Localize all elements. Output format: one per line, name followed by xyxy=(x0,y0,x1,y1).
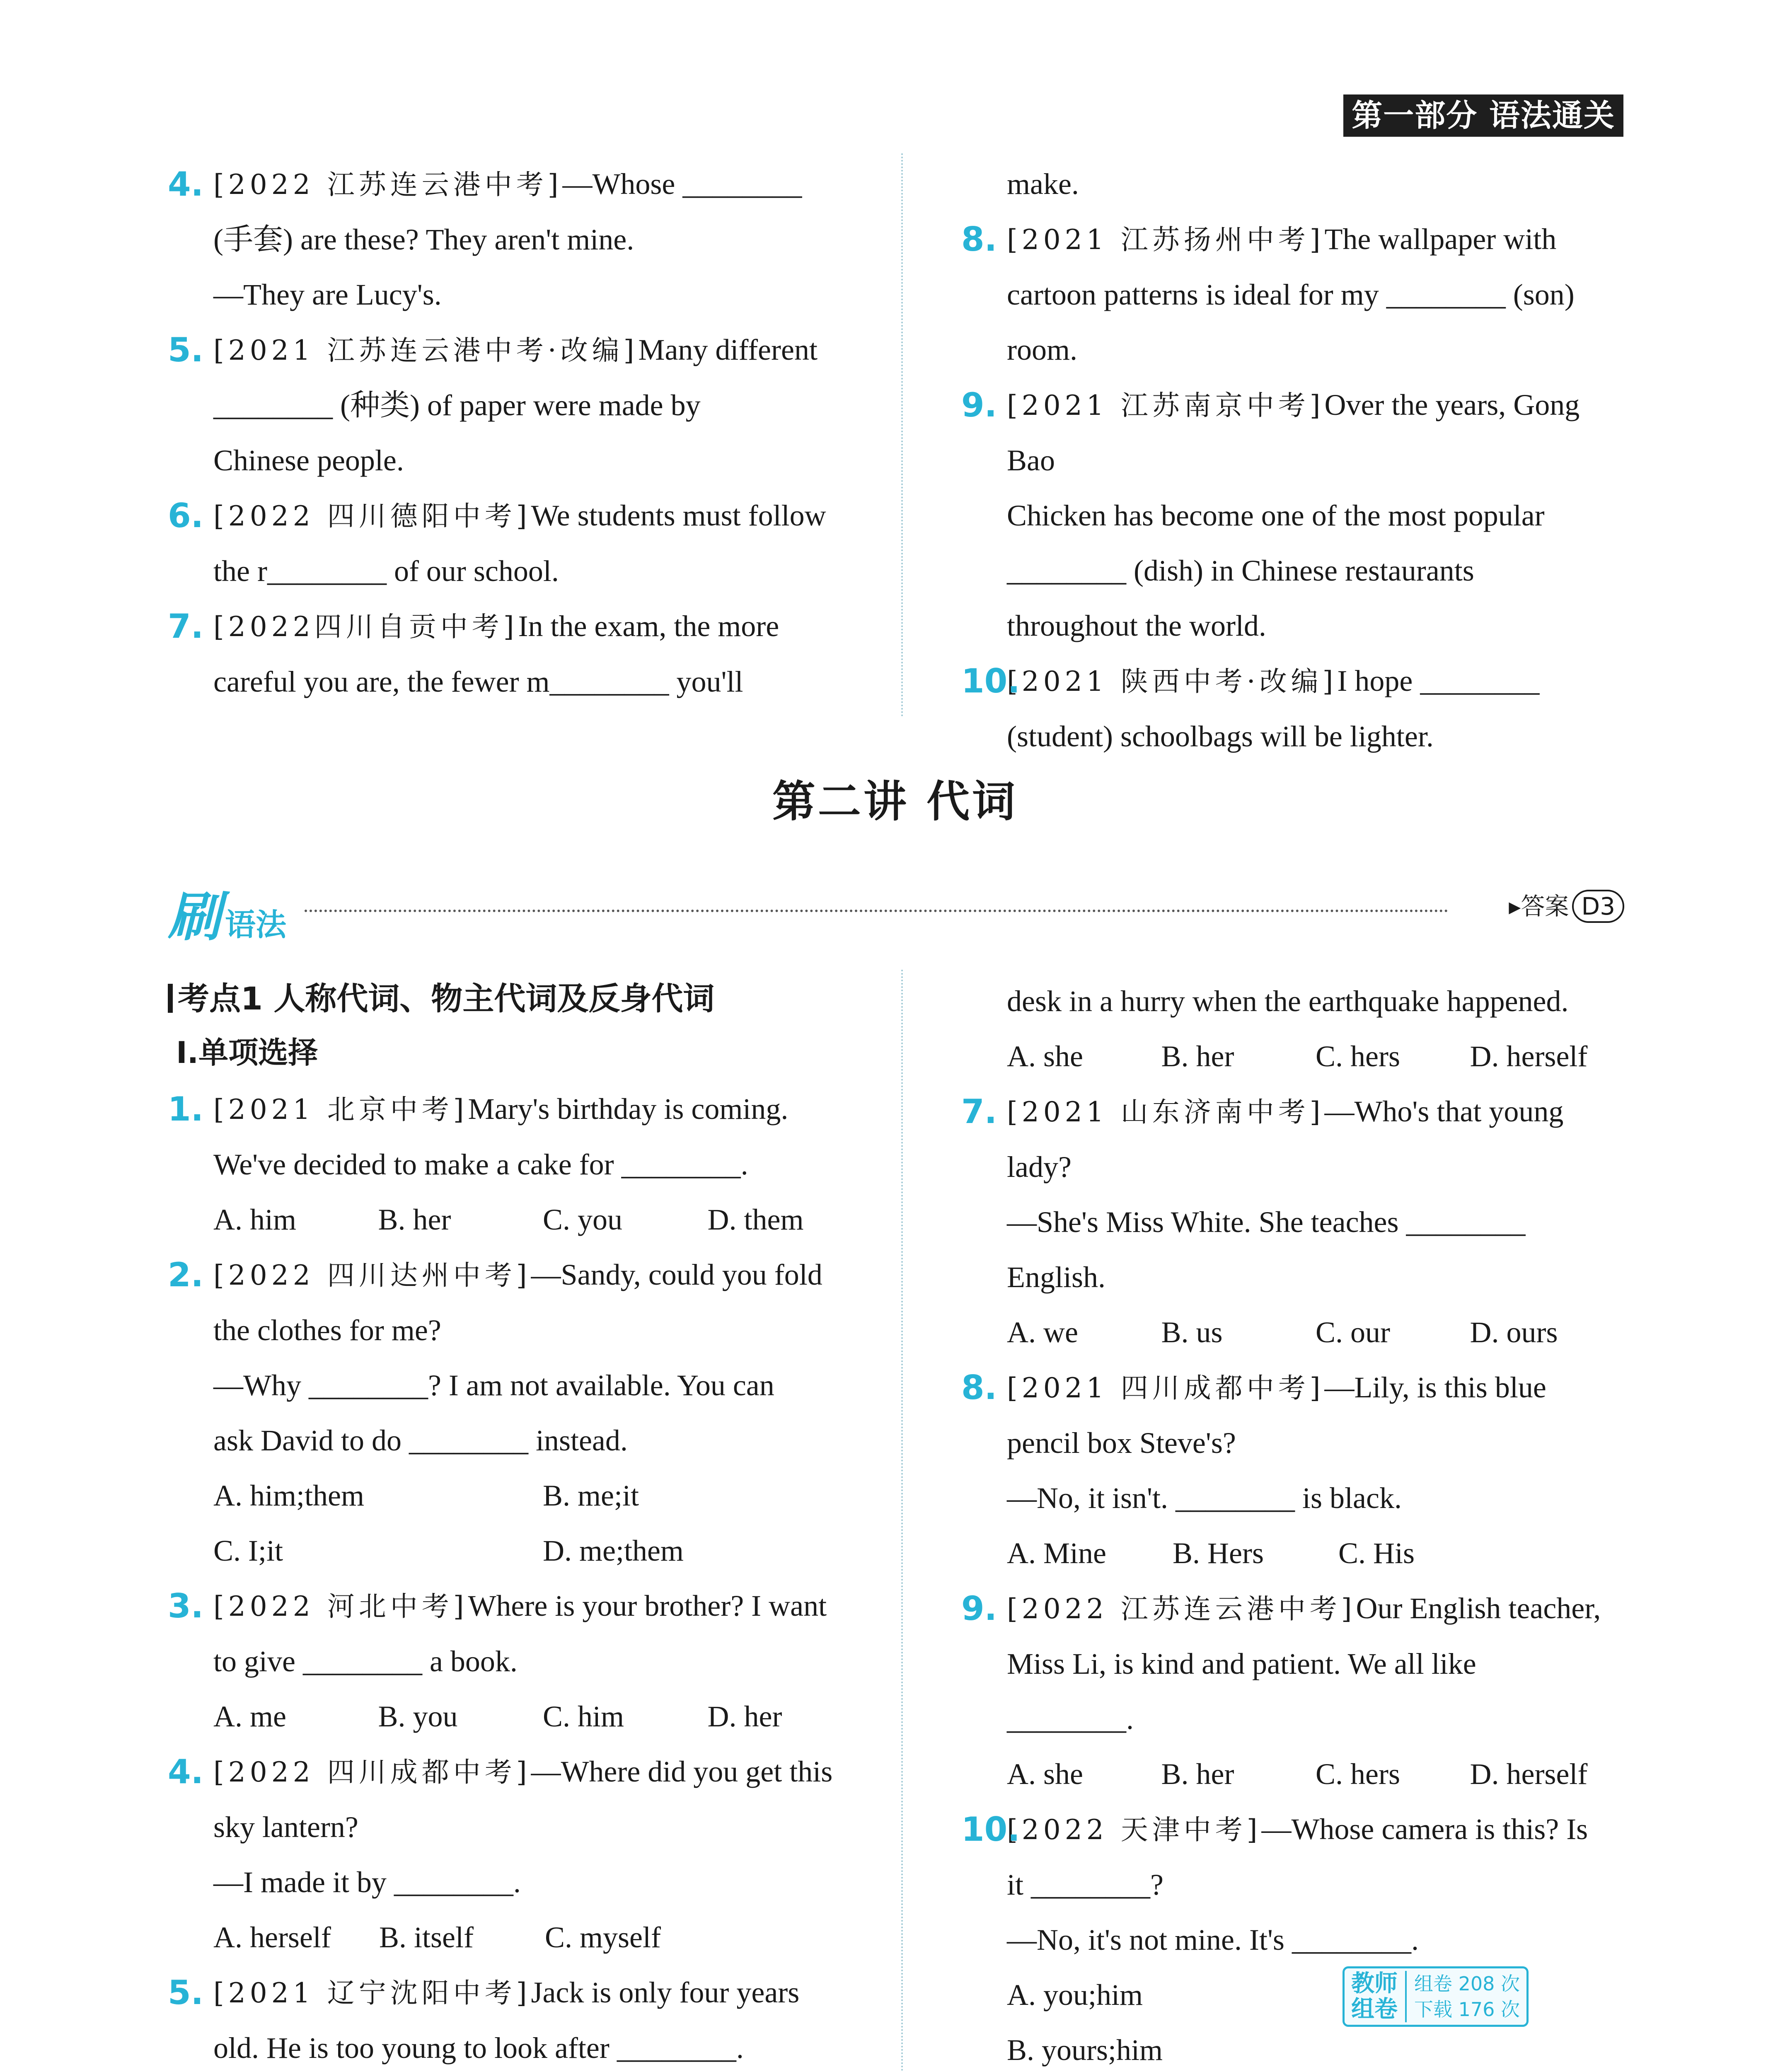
option[interactable]: A. herself xyxy=(213,1921,331,1954)
question-text: old. He is too young to look after ________. xyxy=(213,2031,744,2065)
question-source: [2022 江苏连云港中考] xyxy=(213,169,563,201)
badge-count: 组卷 208 次 xyxy=(1414,1973,1520,1995)
question xyxy=(961,974,1624,1084)
question-line xyxy=(213,1413,872,1468)
question-line xyxy=(1007,1912,1624,1968)
question-text: Chicken has become one of the most popular xyxy=(1007,499,1545,532)
part1-right-column xyxy=(961,157,1624,764)
question-text: Over the years, Gong Bao xyxy=(1007,388,1580,477)
question xyxy=(168,1247,872,1578)
keypoint-heading: 考点1 人称代词、物主代词及反身代词 xyxy=(168,974,872,1024)
question xyxy=(168,488,872,599)
question-text: —Sandy, could you fold xyxy=(531,1258,822,1291)
question-text: careful you are, the fewer m________ you'll xyxy=(213,665,743,698)
question-text: desk in a hurry when the earthquake happened. xyxy=(1007,985,1569,1018)
option[interactable]: A. me xyxy=(213,1700,286,1733)
question-source: [2022 河北中考] xyxy=(213,1590,468,1622)
question-text: —Whose ________ xyxy=(562,167,802,201)
option[interactable]: D. her xyxy=(707,1700,782,1733)
question-source: [2022 江苏连云港中考] xyxy=(1007,1593,1356,1625)
question-line xyxy=(1007,1471,1624,1526)
option[interactable]: B. her xyxy=(1161,1757,1234,1791)
question-line xyxy=(213,654,872,709)
part1-left-column xyxy=(168,157,872,709)
question-text: Jack is only four years xyxy=(531,1976,800,2009)
question-line xyxy=(1007,654,1624,709)
question-line xyxy=(213,1247,872,1303)
question-number: 7. xyxy=(961,1092,997,1131)
question xyxy=(168,599,872,709)
question-number: 2. xyxy=(168,1256,204,1294)
answer-label: 答案 xyxy=(1521,892,1569,920)
column-divider xyxy=(901,153,903,717)
question xyxy=(961,654,1624,764)
option[interactable]: B. us xyxy=(1161,1316,1223,1349)
options-row xyxy=(213,1468,872,1523)
question-line xyxy=(213,1303,872,1358)
option[interactable]: A. Mine xyxy=(1007,1537,1106,1570)
question xyxy=(961,212,1624,378)
question-text: ________. xyxy=(1007,1702,1134,1736)
column-divider xyxy=(901,970,903,2072)
option[interactable]: D. herself xyxy=(1470,1757,1588,1791)
option[interactable]: D. me;them xyxy=(543,1534,684,1567)
question-number: 9. xyxy=(961,386,997,424)
question-text: to give ________ a book. xyxy=(213,1645,518,1678)
question-line xyxy=(1007,1416,1624,1471)
subsection-heading: Ⅰ.单项选择 xyxy=(176,1035,318,1070)
question-line xyxy=(1007,709,1624,764)
question-text: We students must follow xyxy=(531,499,826,532)
question-source: [2022四川自贡中考] xyxy=(213,611,518,643)
brush-label: 刷 xyxy=(168,886,221,948)
question-text: —I made it by ________. xyxy=(213,1866,521,1899)
question xyxy=(168,157,872,322)
badge-label: 教师 xyxy=(1351,1970,1398,1997)
question-text: —They are Lucy's. xyxy=(213,278,442,311)
question-line xyxy=(213,599,872,654)
question-source: [2022 四川成都中考] xyxy=(213,1756,531,1788)
question-number: 10. xyxy=(961,662,1020,700)
options-row xyxy=(1007,1747,1624,1802)
question-text: (student) schoolbags will be lighter. xyxy=(1007,720,1434,753)
question-text: cartoon patterns is ideal for my ________ (son) xyxy=(1007,278,1575,311)
option[interactable]: A. him;them xyxy=(213,1479,364,1512)
option[interactable]: B. her xyxy=(378,1203,451,1236)
question-text: Mary's birthday is coming. xyxy=(468,1092,789,1126)
question-line xyxy=(213,212,872,267)
question-line xyxy=(213,1634,872,1689)
option[interactable]: B. me;it xyxy=(543,1479,639,1512)
question-text: English. xyxy=(1007,1261,1106,1294)
question-line xyxy=(1007,543,1624,598)
question-text: —She's Miss White. She teaches ________ xyxy=(1007,1205,1526,1239)
option[interactable]: D. them xyxy=(707,1203,804,1236)
badge-count: 下载 176 次 xyxy=(1414,1998,1520,2021)
question-text: it ________? xyxy=(1007,1868,1164,1901)
question-number: 5. xyxy=(168,331,204,369)
option[interactable]: A. she xyxy=(1007,1757,1083,1791)
options-row xyxy=(213,1192,872,1247)
question-text: —Where did you get this xyxy=(531,1755,833,1788)
option[interactable]: C. I;it xyxy=(213,1534,283,1567)
question-number: 1. xyxy=(168,1090,204,1128)
question xyxy=(168,1965,872,2072)
question-text: Miss Li, is kind and patient. We all like xyxy=(1007,1647,1476,1680)
question-line xyxy=(1007,157,1624,212)
options-row xyxy=(1007,1305,1624,1360)
option[interactable]: C. our xyxy=(1316,1316,1390,1349)
question-text: I hope ________ xyxy=(1337,664,1540,697)
question xyxy=(961,1360,1624,1581)
badge-label: 组卷 xyxy=(1351,1996,1398,2023)
option[interactable]: A. him xyxy=(213,1203,297,1236)
question-text: —Who's that young lady? xyxy=(1007,1095,1564,1184)
question-source: [2021 江苏扬州中考] xyxy=(1007,224,1325,256)
brush-grammar-bar xyxy=(168,874,1624,948)
question xyxy=(961,1802,1624,2072)
question-text: the clothes for me? xyxy=(213,1314,441,1347)
question-text: (手套) are these? They aren't mine. xyxy=(213,223,634,256)
question xyxy=(168,1082,872,1247)
option[interactable]: A. we xyxy=(1007,1316,1078,1349)
question-source: [2021 江苏南京中考] xyxy=(1007,390,1325,421)
question xyxy=(961,1084,1624,1360)
question-text: —No, it isn't. ________ is black. xyxy=(1007,1481,1402,1515)
question-text: —Lily, is this blue xyxy=(1324,1371,1546,1404)
option[interactable]: C. hers xyxy=(1316,1757,1400,1791)
question-number: 8. xyxy=(961,220,997,259)
question-number: 4. xyxy=(168,165,204,203)
option[interactable]: A. she xyxy=(1007,1040,1083,1073)
question-text: Chinese people. xyxy=(213,444,404,477)
question-line xyxy=(1007,1250,1624,1305)
question-line xyxy=(213,267,872,322)
question-line xyxy=(1007,212,1624,267)
question-text: ________ (dish) in Chinese restaurants xyxy=(1007,554,1474,587)
question-line xyxy=(213,433,872,488)
question-line xyxy=(213,1358,872,1413)
question-line xyxy=(1007,598,1624,654)
answer-code: D3 xyxy=(1572,890,1624,923)
question-source: [2021 陕西中考·改编] xyxy=(1007,666,1338,697)
question-source: [2021 山东济南中考] xyxy=(1007,1096,1325,1128)
option[interactable]: D. ours xyxy=(1470,1316,1558,1349)
question-line xyxy=(1007,1084,1624,1195)
question xyxy=(961,157,1624,212)
question-line xyxy=(213,1744,872,1800)
option[interactable]: B. you xyxy=(378,1700,458,1733)
option[interactable]: C. hers xyxy=(1316,1040,1400,1073)
question-line xyxy=(1007,1636,1624,1692)
lecture-title: 第二讲 代词 xyxy=(772,776,1018,827)
option[interactable]: B. yours;him xyxy=(1007,2033,1163,2067)
question-line xyxy=(213,1082,872,1137)
question-text: the r________ of our school. xyxy=(213,554,559,588)
question-line xyxy=(1007,1692,1624,1747)
option[interactable]: C. His xyxy=(1338,1537,1415,1570)
options-row xyxy=(1007,1526,1624,1581)
question-text: —No, it's not mine. It's ________. xyxy=(1007,1923,1419,1956)
question-source: [2021 辽宁沈阳中考] xyxy=(213,1977,531,2009)
question-line xyxy=(1007,1195,1624,1250)
option[interactable]: D. herself xyxy=(1470,1040,1588,1073)
part2-left-column xyxy=(168,974,872,2072)
question-line xyxy=(1007,488,1624,543)
question-line xyxy=(1007,378,1624,488)
option[interactable]: A. you;him xyxy=(1007,1978,1143,2011)
question-line xyxy=(1007,1857,1624,1912)
question-text: Our English teacher, xyxy=(1356,1592,1601,1625)
question-line xyxy=(1007,974,1624,1029)
option[interactable]: B. Hers xyxy=(1173,1537,1264,1570)
question-number: 4. xyxy=(168,1752,204,1791)
question-text: sky lantern? xyxy=(213,1811,358,1844)
question-line xyxy=(213,157,872,212)
question-text: In the exam, the more xyxy=(518,610,779,643)
options-row xyxy=(1007,1029,1624,1084)
question-number: 7. xyxy=(168,607,204,646)
question-line xyxy=(1007,267,1624,322)
grammar-label: 语法 xyxy=(225,907,287,943)
question-line xyxy=(213,1965,872,2021)
question-text: We've decided to make a cake for ________. xyxy=(213,1148,748,1181)
question-number: 5. xyxy=(168,1973,204,2012)
question-text: pencil box Steve's? xyxy=(1007,1426,1236,1460)
question-text: make. xyxy=(1007,167,1079,201)
question-line xyxy=(213,378,872,433)
question-number: 9. xyxy=(961,1589,997,1628)
question-line xyxy=(1007,322,1624,378)
question-line xyxy=(213,488,872,544)
options-row xyxy=(213,1523,872,1578)
teacher-badge[interactable] xyxy=(1342,1966,1529,2027)
question-line xyxy=(1007,1802,1624,1857)
part2-right-column xyxy=(961,974,1624,2072)
question-text: ask David to do ________ instead. xyxy=(213,1424,628,1457)
option[interactable]: C. him xyxy=(543,1700,624,1733)
question-source: [2022 四川达州中考] xyxy=(213,1259,531,1291)
section-header: 第一部分 语法通关 xyxy=(1343,94,1623,137)
answer-ref: ▸答案 D3 xyxy=(1509,887,1624,923)
question xyxy=(168,1578,872,1744)
question-number: 3. xyxy=(168,1587,204,1625)
question-text: room. xyxy=(1007,333,1077,366)
question-text: —Why ________? I am not available. You can xyxy=(213,1369,774,1402)
question-line xyxy=(213,1855,872,1910)
question xyxy=(961,1581,1624,1802)
question-text: ________ (种类) of paper were made by xyxy=(213,389,701,422)
question-line xyxy=(213,544,872,599)
option[interactable]: C. you xyxy=(543,1203,623,1236)
question xyxy=(168,322,872,488)
dotted-leader xyxy=(305,910,1448,912)
options-row xyxy=(213,1689,872,1744)
options-row xyxy=(213,1910,872,1965)
question xyxy=(961,378,1624,654)
question-line xyxy=(213,1800,872,1855)
question-line xyxy=(213,1137,872,1192)
question-source: [2021 北京中考] xyxy=(213,1094,468,1126)
option[interactable]: C. myself xyxy=(545,1921,661,1954)
option[interactable]: B. itself xyxy=(379,1921,474,1954)
question-line xyxy=(1007,1581,1624,1636)
question-line xyxy=(213,1578,872,1634)
question-number: 10. xyxy=(961,1810,1020,1849)
question-number: 6. xyxy=(168,496,204,535)
question xyxy=(168,1744,872,1965)
question-text: Where is your brother? I want xyxy=(468,1589,827,1622)
question-text: —Whose camera is this? Is xyxy=(1261,1813,1588,1846)
question-source: [2022 天津中考] xyxy=(1007,1814,1262,1846)
question-text: throughout the world. xyxy=(1007,609,1266,642)
question-source: [2021 四川成都中考] xyxy=(1007,1372,1325,1404)
question-line xyxy=(213,322,872,378)
question-text: The wallpaper with xyxy=(1324,223,1557,256)
question-line xyxy=(213,2021,872,2072)
question-source: [2021 江苏连云港中考·改编] xyxy=(213,334,639,366)
question-source: [2022 四川德阳中考] xyxy=(213,500,531,532)
option[interactable]: B. her xyxy=(1161,1040,1234,1073)
question-text: Many different xyxy=(638,333,818,366)
question-number: 8. xyxy=(961,1368,997,1407)
question-line xyxy=(1007,1360,1624,1416)
